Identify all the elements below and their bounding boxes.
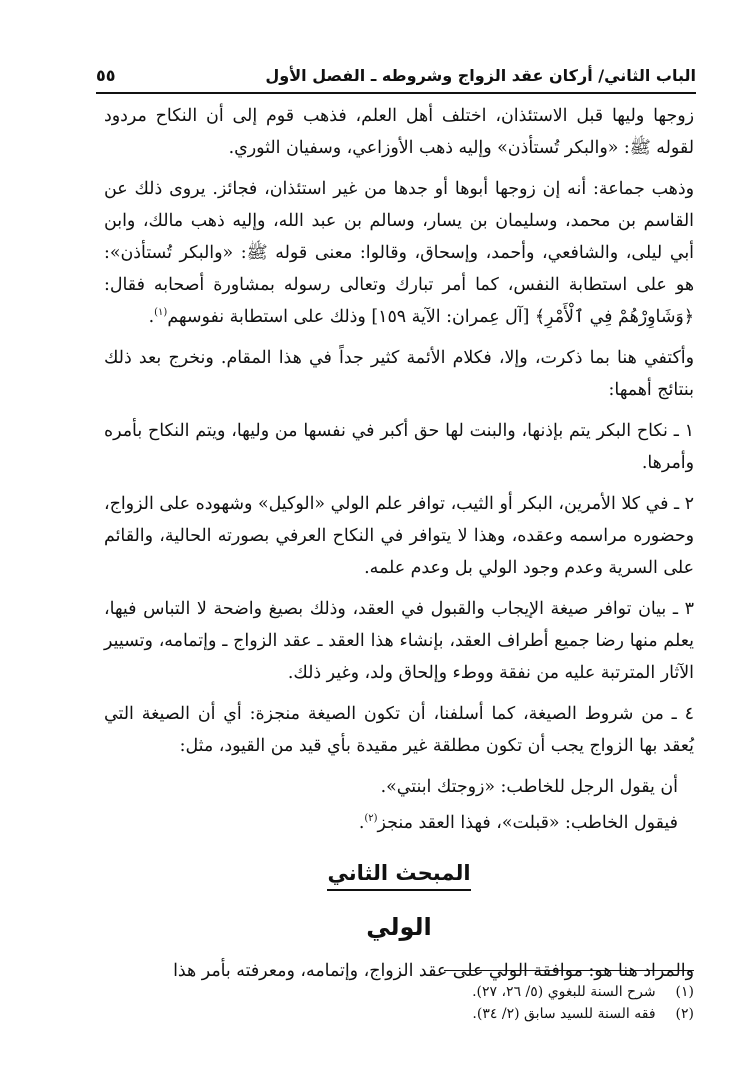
footnotes xyxy=(444,970,694,1025)
footnote-1-number: (١) xyxy=(675,984,694,1000)
page-body xyxy=(104,100,694,996)
page-number: ٥٥ xyxy=(96,65,116,85)
example-line-2: فيقول الخاطب: «قبلت»، فهذا العقد منجز$^{(٢)}$. xyxy=(358,813,678,833)
section-heading xyxy=(104,861,694,885)
footnote-2-number: (٢) xyxy=(675,1006,694,1022)
paragraph-2-text: وذهب جماعة: أنه إن زوجها أبوها أو جدها من غير استئذان، فجائز. يروى ذلك عن القاسم بن محمد، وسليمان بن يسار، وسالم بن عبد الله، وإليه ذهب مالك، وابن أبي ليلى، والشافعي، وأحمد، وإسحاق، وقالوا: معنى قوله ﷺ: «والبكر تُستأذن»: هو على استطابة النفس، كما أمر تبارك وتعالى رسوله بمشاورة أصحابه فقال: ﴿وَشَاوِرْهُمْ فِي ٱلْأَمْرِ﴾ [آل عِمران: الآية ١٥٩] وذلك على استطابة نفوسهم xyxy=(104,179,694,327)
result-item-4: ٤ ـ من شروط الصيغة، كما أسلفنا، أن تكون الصيغة منجزة: أي أن الصيغة التي يُعقد بها الزواج يجب أن تكون مطلقة غير مقيدة بأي قيد من القيود، مثل: xyxy=(104,704,694,756)
footnote-ref-1[interactable]: (١) xyxy=(154,307,168,319)
header-title: الباب الثاني/ أركان عقد الزواج وشروطه ـ الفصل الأول xyxy=(265,65,696,85)
paragraph-2: وذهب جماعة: أنه إن زوجها أبوها أو جدها من غير استئذان، فجائز. يروى ذلك عن القاسم بن محمد، وسليمان بن يسار، وسالم بن عبد الله، وإليه ذهب مالك، وابن أبي ليلى، والشافعي، وأحمد، وإسحاق، وقالوا: معنى قوله ﷺ: «والبكر تُستأذن»: هو على استطابة النفس، كما أمر تبارك وتعالى رسوله بمشاورة أصحابه فقال: ﴿وَشَاوِرْهُمْ فِي ٱلْأَمْرِ﴾ [آل عِمران: الآية ١٥٩] وذلك على استطابة نفوسهم$^{(١)}$. xyxy=(104,179,694,327)
header-rule xyxy=(96,92,696,94)
result-item-3: ٣ ـ بيان توافر صيغة الإيجاب والقبول في العقد، وذلك بصيغ واضحة لا التباس فيها، يعلم منها رضا جميع أطراف العقد، بإنشاء هذا العقد ـ عقد الزواج ـ وإتمامه، وتسيير الآثار المترتبة عليه من نفقة ووطء وإلحاق ولد، وغير ذلك. xyxy=(104,599,694,683)
section-heading-text: المبحث الثاني xyxy=(327,861,470,891)
example-line-2-text: فيقول الخاطب: «قبلت»، فهذا العقد منجز xyxy=(377,813,678,833)
footnote-ref-2[interactable]: (٢) xyxy=(364,813,378,825)
running-header xyxy=(96,58,696,92)
footnote-2 xyxy=(444,1003,694,1025)
result-item-1: ١ ـ نكاح البكر يتم بإذنها، والبنت لها حق أكبر في نفسها من وليها، ويتم النكاح بأمره وأمرها. xyxy=(104,421,694,473)
footnote-rule xyxy=(444,970,694,971)
closing-paragraph: والمراد هنا هو: موافقة الولي على عقد الزواج، وإتمامه، ومعرفته بأمر هذا xyxy=(173,961,694,981)
footnote-1-text: شرح السنة للبغوي (٥/ ٢٦، ٢٧). xyxy=(472,984,656,1000)
footnote-2-text: فقه السنة للسيد سابق (٢/ ٣٤). xyxy=(472,1006,656,1022)
paragraph-1: زوجها وليها قبل الاستئذان، اختلف أهل العلم، فذهب قوم إلى أن النكاح مردود لقوله ﷺ: «والبكر تُستأذن» وإليه ذهب الأوزاعي، وسفيان الثوري. xyxy=(104,106,694,158)
footnote-1 xyxy=(444,981,694,1003)
example-line-1: أن يقول الرجل للخاطب: «زوجتك ابنتي». xyxy=(380,777,678,797)
section-title: الولي xyxy=(366,913,432,941)
result-item-2: ٢ ـ في كلا الأمرين، البكر أو الثيب، توافر علم الولي «الوكيل» وشهوده على الزواج، وحضوره مراسمه وعقده، وهذا لا يتوافر في النكاح العرفي بصورته الحالية، والقائم على السرية وعدم وجود الولي بل وعدم علمه. xyxy=(104,494,694,578)
paragraph-3: وأكتفي هنا بما ذكرت، وإلا، فكلام الأئمة كثير جداً في هذا المقام. ونخرج بعد ذلك بنتائج أهمها: xyxy=(104,348,694,400)
